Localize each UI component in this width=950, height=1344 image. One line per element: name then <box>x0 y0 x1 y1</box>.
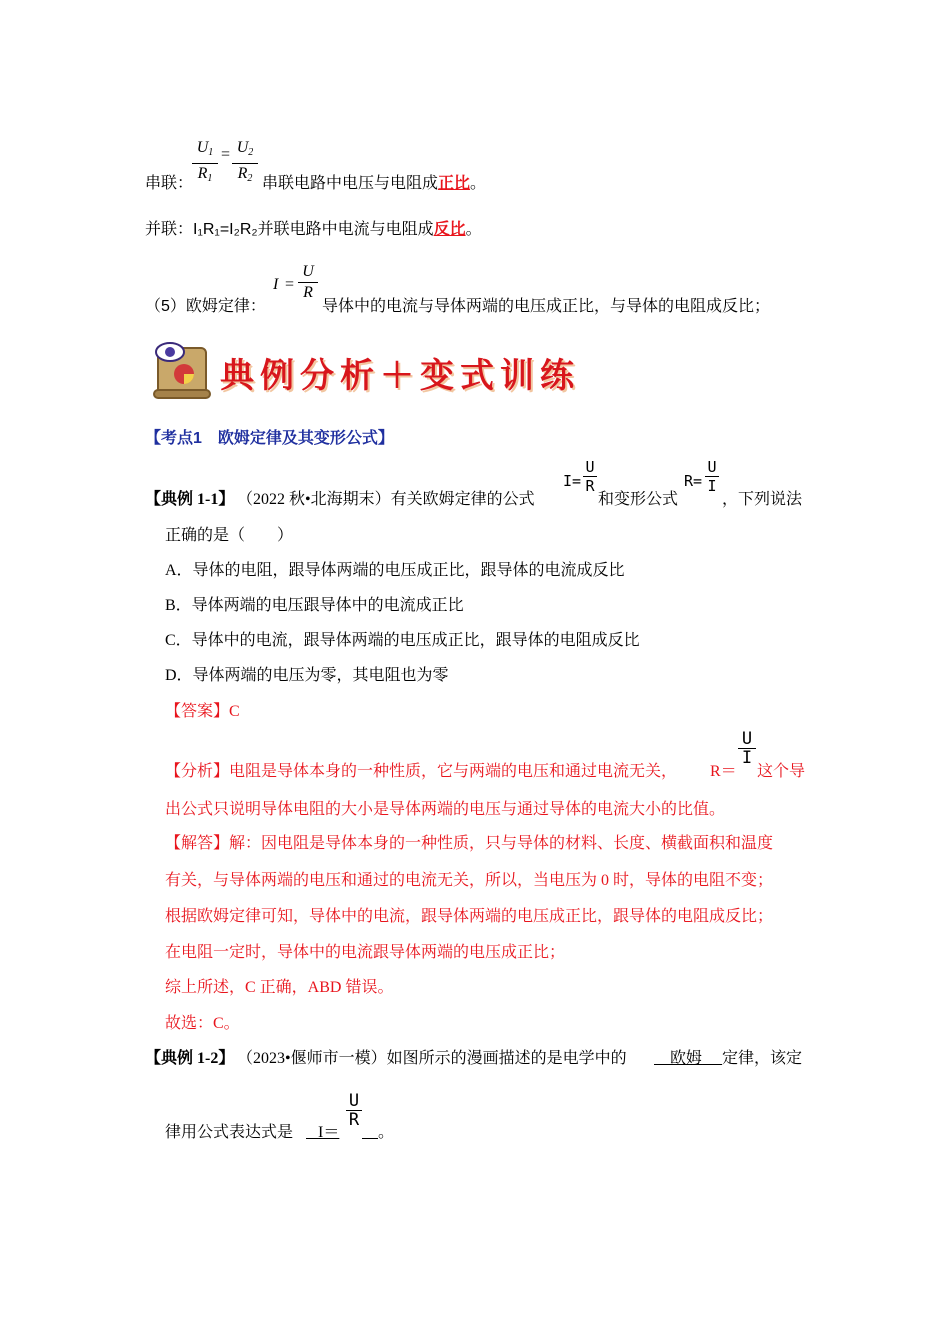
ohm-fraction <box>298 262 318 303</box>
series-emph: 正比 <box>438 175 471 192</box>
parallel-text: 并联电路中电流与电阻成 <box>257 221 434 238</box>
ex1-analysis-line1 <box>165 758 677 781</box>
banner <box>150 338 580 400</box>
ex1-solution-tag: 【解答】 <box>165 835 230 852</box>
ex2-blank2-den: R <box>348 1110 360 1130</box>
ex1-answer: 【答案】C <box>165 703 240 720</box>
ex1-f1-num: U <box>585 458 595 476</box>
parallel-emph: 反比 <box>433 221 466 238</box>
ex1-analysis-line2: 出公式只说明导体电阻的大小是导体两端的电压与通过导体的电流大小的比值。 <box>165 801 726 818</box>
ex1-analysis-fraction <box>738 730 756 767</box>
ex1-analysis-f-lhs: R＝ <box>710 763 737 780</box>
series-line <box>262 170 486 193</box>
ex2-text2: 定律，该定 <box>722 1050 803 1067</box>
parallel-formula: I₁R₁=I₂R₂ <box>193 221 258 238</box>
parallel-end: 。 <box>465 221 482 238</box>
ex1-f1-lhs: I= <box>563 472 582 490</box>
series-label: 串联： <box>145 175 194 192</box>
series-n2: U <box>236 139 249 156</box>
ex2-blank2-num: U <box>348 1091 360 1111</box>
ex1-option-d: D．导体两端的电压为零，其电阻也为零 <box>165 667 449 684</box>
ex1-mid: 和变形公式 <box>598 491 679 508</box>
ex1-analysis-num: U <box>741 729 753 749</box>
parallel-label: 并联： <box>145 221 194 238</box>
ex1-solution-line5: 综上所述，C 正确，ABD 错误。 <box>165 979 394 996</box>
ex1-analysis-text2: 这个导 <box>757 763 806 780</box>
section-title: 【考点1 欧姆定律及其变形公式】 <box>145 430 394 447</box>
series-d1-sub: 1 <box>207 173 213 184</box>
ohm-den: R <box>303 284 313 301</box>
parallel-line <box>145 216 482 239</box>
ex2-blank2-lhs: I＝ <box>318 1124 340 1141</box>
ex1-option-c: C．导体中的电流，跟导体两端的电压成正比，跟导体的电阻成反比 <box>165 632 640 649</box>
ex1-analysis-text: 电阻是导体本身的一种性质，它与两端的电压和通过电流无关， <box>229 763 678 780</box>
ohm-num: U <box>302 263 314 280</box>
ex1-solution-line3: 根据欧姆定律可知，导体中的电流，跟导体两端的电压成正比，跟导体的电阻成反比； <box>165 908 774 925</box>
series-n1: U <box>196 139 209 156</box>
ohm-lhs: I <box>273 276 279 293</box>
ex1-solution-text1: 解：因电阻是导体本身的一种性质，只与导体的材料、长度、横截面积和温度 <box>229 835 774 852</box>
ex2-tag: 【典例 1-2】 <box>145 1050 235 1067</box>
ex2-line2: 律用公式表达式是 <box>165 1124 294 1141</box>
ex1-option-a: A．导体的电阻，跟导体两端的电压成正比，跟导体的电流成反比 <box>165 562 625 579</box>
ex1-tag: 【典例 1-1】 <box>145 491 235 508</box>
series-end: 。 <box>470 175 487 192</box>
ex1-f2-num: U <box>707 458 717 476</box>
ex2-blank1-answer: 欧姆 <box>670 1050 703 1067</box>
ohm-eq: = <box>285 276 295 293</box>
series-d1: R <box>197 165 208 182</box>
ex1-solution-line1 <box>165 830 773 853</box>
ex2-text1: （2023•偃师市一模）如图所示的漫画描述的是电学中的 <box>237 1050 627 1067</box>
ex1-solution-line4: 在电阻一定时，导体中的电流跟导体两端的电压成正比； <box>165 944 566 961</box>
series-fraction-right <box>232 138 258 189</box>
ex1-analysis-den: I <box>741 748 753 768</box>
ex1-f2-fraction <box>705 458 719 495</box>
series-d2-sub: 2 <box>247 173 253 184</box>
ohm-text: 导体中的电流与导体两端的电压成正比，与导体的电阻成反比； <box>322 298 771 315</box>
ex1-f1-den: R <box>585 477 595 495</box>
ex1-f2-den: I <box>707 477 717 495</box>
ex2-end: 。 <box>378 1124 395 1141</box>
series-d2: R <box>237 165 248 182</box>
banner-icon <box>150 338 212 400</box>
ex1-solution-line2: 有关，与导体两端的电压和通过的电流无关，所以，当电压为 0 时，导体的电阻不变； <box>165 872 774 889</box>
ohm-label: （5）欧姆定律： <box>145 298 266 315</box>
ex1-line2: 正确的是（ ） <box>165 527 294 544</box>
ex1-solution-line6: 故选：C。 <box>165 1015 240 1032</box>
ex1-text2: ，下列说法 <box>722 491 803 508</box>
ex2-blank2-underline <box>362 1124 378 1141</box>
series-n2-sub: 2 <box>248 147 254 158</box>
ex2-blank1 <box>654 1045 722 1068</box>
ex1-text1: （2022 秋•北海期末）有关欧姆定律的公式 <box>237 491 535 508</box>
ex1-analysis-tag: 【分析】 <box>165 763 230 780</box>
series-text: 串联电路中电压与电阻成 <box>262 175 439 192</box>
banner-title: 典例分析＋变式训练 <box>220 356 580 396</box>
ex1-f2-lhs: R= <box>684 472 703 490</box>
series-eq: = <box>221 146 231 163</box>
ex2-blank2-tail <box>362 1119 394 1142</box>
ex1-f1-fraction <box>583 458 597 495</box>
ex2-blank2-fraction <box>346 1092 362 1129</box>
series-n1-sub: 1 <box>208 147 214 158</box>
ex1-option-b: B．导体两端的电压跟导体中的电流成正比 <box>165 597 464 614</box>
ex2-blank2 <box>306 1119 339 1142</box>
series-fraction-left <box>192 138 218 189</box>
